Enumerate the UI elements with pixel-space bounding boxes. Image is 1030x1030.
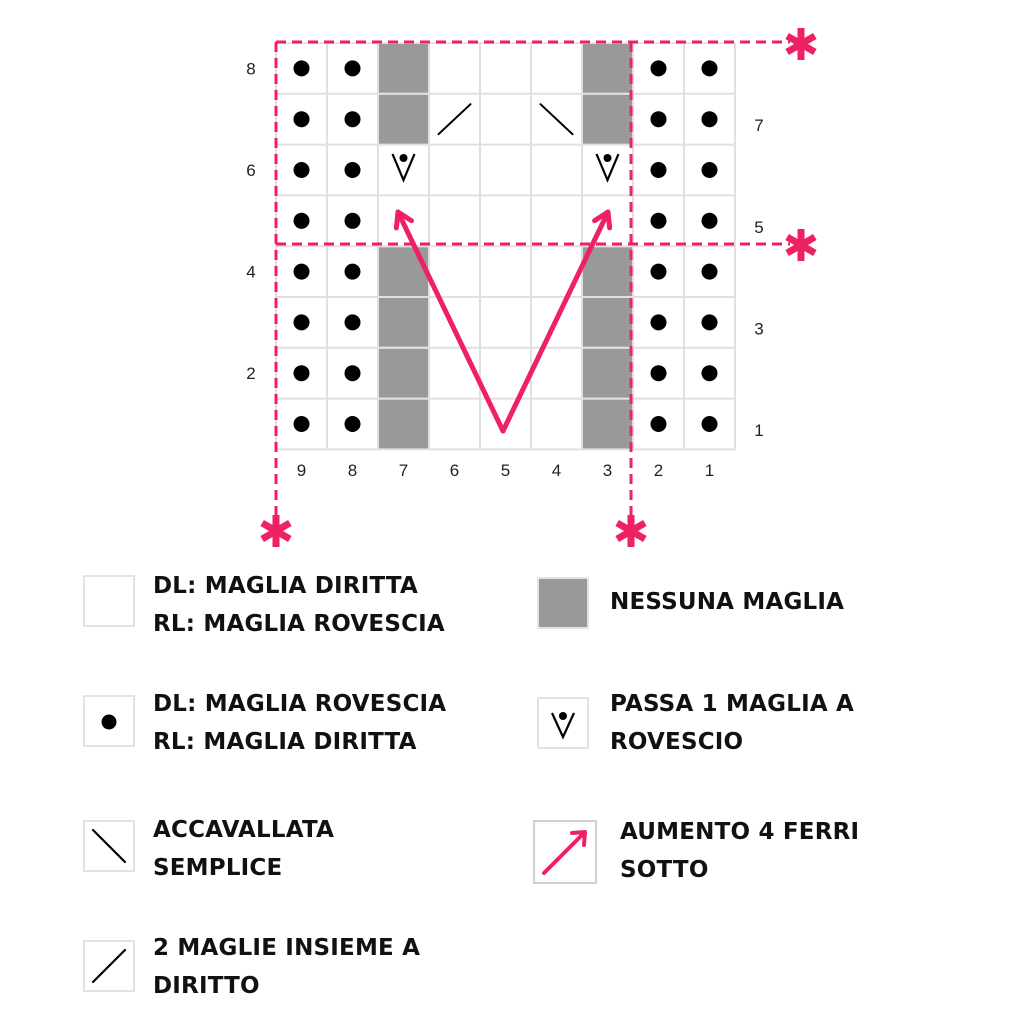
asterisk-icon bbox=[262, 515, 290, 547]
no-stitch-cell bbox=[379, 297, 428, 348]
purl-dot-icon bbox=[651, 416, 667, 432]
chart-cell bbox=[480, 43, 531, 94]
purl-dot-icon bbox=[702, 264, 718, 280]
no-stitch-cell bbox=[583, 297, 632, 348]
column-label: 1 bbox=[704, 461, 715, 480]
purl-dot-icon bbox=[294, 213, 310, 229]
column-label: 8 bbox=[347, 461, 358, 480]
purl-dot-icon bbox=[345, 314, 361, 330]
chart-cell bbox=[480, 297, 531, 348]
column-label: 4 bbox=[551, 461, 562, 480]
purl-dot-icon bbox=[345, 416, 361, 432]
column-label: 7 bbox=[398, 461, 409, 480]
column-label: 3 bbox=[602, 461, 613, 480]
asterisk-icon bbox=[787, 28, 815, 60]
legend-label-slip: PASSA 1 MAGLIA A ROVESCIO bbox=[610, 691, 855, 755]
purl-dot-icon bbox=[702, 416, 718, 432]
chart-cell bbox=[582, 145, 633, 196]
legend-label-knit: DL: MAGLIA DIRITTA RL: MAGLIA ROVESCIA bbox=[153, 573, 445, 637]
row-label-left: 6 bbox=[246, 161, 256, 180]
column-label: 5 bbox=[500, 461, 511, 480]
purl-dot-icon bbox=[345, 264, 361, 280]
chart-cell bbox=[480, 145, 531, 196]
purl-dot-icon bbox=[651, 162, 667, 178]
purl-dot-icon bbox=[651, 60, 667, 76]
purl-dot-icon bbox=[294, 162, 310, 178]
purl-dot-icon bbox=[345, 60, 361, 76]
purl-dot-icon bbox=[702, 162, 718, 178]
asterisk-icon bbox=[787, 229, 815, 261]
purl-dot-icon bbox=[702, 314, 718, 330]
no-stitch-cell bbox=[583, 43, 632, 94]
purl-dot-icon bbox=[345, 365, 361, 381]
purl-dot-icon bbox=[651, 264, 667, 280]
chart-cell bbox=[429, 43, 480, 94]
chart-cell bbox=[429, 145, 480, 196]
chart-cell bbox=[480, 195, 531, 246]
legend-label-k2tog: 2 MAGLIE INSIEME A DIRITTO bbox=[153, 935, 421, 999]
purl-dot-icon bbox=[345, 111, 361, 127]
purl-dot-icon bbox=[651, 213, 667, 229]
row-label-right: 3 bbox=[754, 319, 764, 339]
chart-cell bbox=[531, 145, 582, 196]
purl-dot-icon bbox=[294, 111, 310, 127]
no-stitch-cell bbox=[379, 348, 428, 399]
slash-icon bbox=[83, 940, 135, 992]
purl-dot-icon bbox=[651, 314, 667, 330]
purl-dot-icon bbox=[651, 111, 667, 127]
purl-dot-icon bbox=[294, 365, 310, 381]
chart-cell bbox=[429, 297, 480, 348]
legend-label-purl: DL: MAGLIA ROVESCIA RL: MAGLIA DIRITTA bbox=[153, 691, 447, 755]
row-label-right: 7 bbox=[754, 116, 764, 136]
empty-square-icon bbox=[83, 575, 135, 627]
legend-label-ssk: ACCAVALLATA SEMPLICE bbox=[153, 817, 335, 881]
no-stitch-cell bbox=[583, 94, 632, 145]
chart-cell bbox=[531, 195, 582, 246]
legend-label-no-stitch: NESSUNA MAGLIA bbox=[610, 589, 845, 615]
purl-dot-icon bbox=[702, 213, 718, 229]
chart-cell bbox=[531, 399, 582, 450]
asterisk-icon bbox=[617, 515, 645, 547]
purl-dot-icon bbox=[345, 162, 361, 178]
chart-cell bbox=[429, 348, 480, 399]
chart-cell bbox=[429, 195, 480, 246]
purl-dot-icon bbox=[702, 365, 718, 381]
backslash-icon bbox=[83, 820, 135, 872]
gray-square-icon bbox=[537, 577, 589, 629]
row-label-left: 2 bbox=[246, 364, 256, 384]
legend-label-increase: AUMENTO 4 FERRI SOTTO bbox=[620, 819, 860, 883]
purl-dot-icon bbox=[294, 416, 310, 432]
row-label-right: 1 bbox=[754, 421, 764, 440]
row-label-left: 8 bbox=[246, 59, 256, 79]
purl-dot-icon bbox=[294, 264, 310, 280]
chart-cell bbox=[429, 399, 480, 450]
row-label-right: 5 bbox=[754, 217, 764, 237]
no-stitch-cell bbox=[379, 43, 428, 94]
column-label: 2 bbox=[653, 461, 664, 480]
purl-dot-icon bbox=[651, 365, 667, 381]
row-label-left: 4 bbox=[246, 262, 256, 282]
chart-cell bbox=[480, 94, 531, 145]
no-stitch-cell bbox=[583, 399, 632, 450]
arrow-up-right-icon bbox=[533, 820, 597, 884]
purl-dot-icon bbox=[702, 60, 718, 76]
column-label: 6 bbox=[449, 461, 460, 480]
slip-purl-icon bbox=[537, 697, 589, 749]
chart-cell bbox=[531, 43, 582, 94]
purl-dot-icon bbox=[294, 60, 310, 76]
no-stitch-cell bbox=[379, 94, 428, 145]
purl-dot-icon bbox=[294, 314, 310, 330]
purl-dot-icon bbox=[345, 213, 361, 229]
no-stitch-cell bbox=[583, 348, 632, 399]
no-stitch-cell bbox=[379, 399, 428, 450]
chart-cell bbox=[378, 145, 429, 196]
chart-cell bbox=[531, 246, 582, 297]
dot-icon bbox=[83, 695, 135, 747]
column-label: 9 bbox=[296, 461, 307, 480]
chart-cell bbox=[480, 246, 531, 297]
purl-dot-icon bbox=[702, 111, 718, 127]
